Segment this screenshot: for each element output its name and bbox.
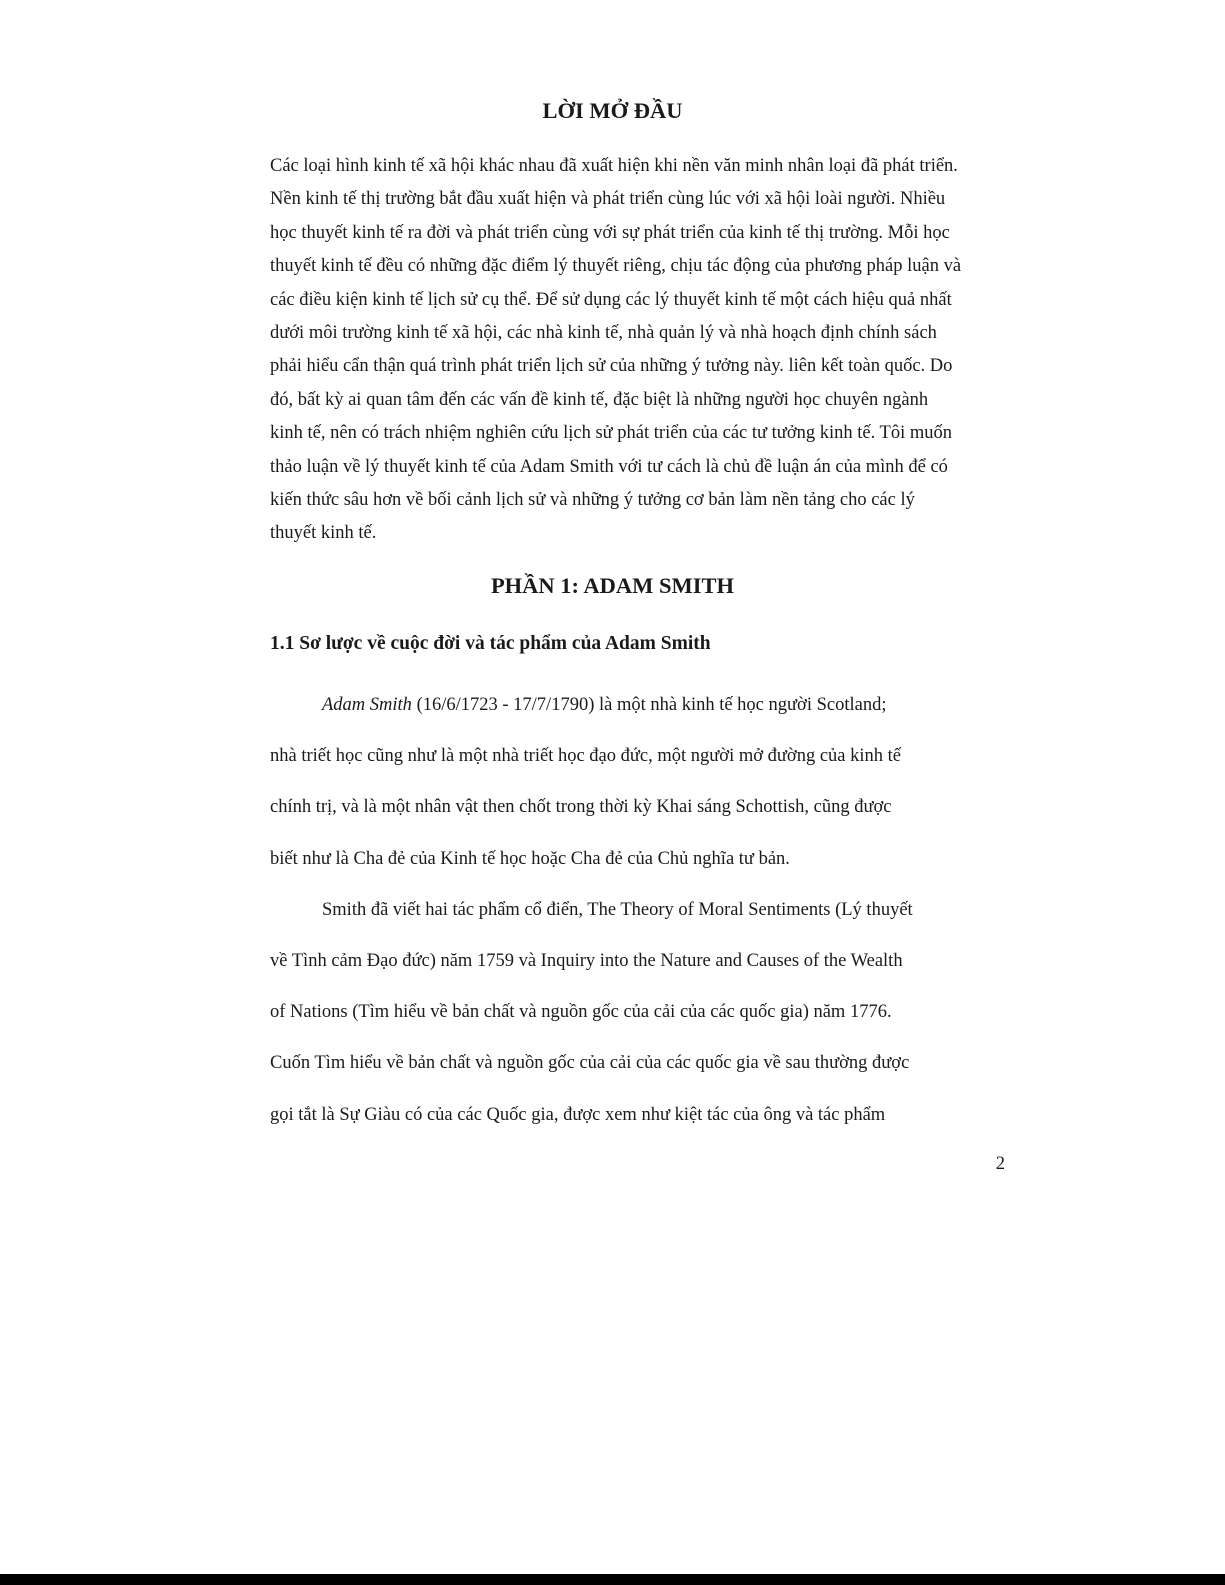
intro-line: các điều kiện kinh tế lịch sử cụ thể. Để sử dụng các lý thuyết kinh tế một cách hiệu quả nhất — [270, 289, 952, 310]
bottom-border — [0, 1574, 1225, 1585]
paragraph-first-line — [270, 680, 970, 731]
intro-paragraph — [270, 150, 1005, 551]
intro-line: thảo luận về lý thuyết kinh tế của Adam Smith với tư cách là chủ đề luận án của mình để có — [270, 456, 948, 477]
paragraph-line: gọi tắt là Sự Giàu có của các Quốc gia, được xem như kiệt tác của ông và tác phẩm — [270, 1104, 886, 1125]
intro-line: Nền kinh tế thị trường bắt đầu xuất hiện và phát triển cùng lúc với xã hội loài người. Nhiều — [270, 189, 946, 210]
intro-line: kinh tế, nên có trách nhiệm nghiên cứu lịch sử phát triển của các tư tưởng kinh tế. Tôi muốn — [270, 423, 952, 444]
name-emphasis: Adam Smith — [322, 695, 412, 715]
paragraph-line: nhà triết học cũng như là một nhà triết học đạo đức, một người mở đường của kinh tế — [270, 746, 901, 767]
paragraph-first-line-text: (16/6/1723 - 17/7/1790) là một nhà kinh tế học người Scotland; — [411, 695, 887, 715]
intro-line: thuyết kinh tế. — [270, 523, 377, 544]
intro-line: thuyết kinh tế đều có những đặc điểm lý thuyết riêng, chịu tác động của phương pháp luận và — [270, 256, 962, 277]
intro-line: kiến thức sâu hơn về bối cảnh lịch sử và những ý tưởng cơ bản làm nền tảng cho các lý — [270, 490, 915, 511]
intro-line: dưới môi trường kinh tế xã hội, các nhà kinh tế, nhà quản lý và nhà hoạch định chính sách — [270, 323, 937, 344]
biography-text — [270, 680, 970, 1141]
intro-line: học thuyết kinh tế ra đời và phát triển cùng với sự phát triển của kinh tế thị trường. Mỗi học — [270, 222, 950, 243]
paragraph-line: biết như là Cha đẻ của Kinh tế học hoặc Cha đẻ của Chủ nghĩa tư bản. — [270, 848, 790, 869]
intro-line: Các loại hình kinh tế xã hội khác nhau đã xuất hiện khi nền văn minh nhân loại đã phát triển. — [270, 156, 958, 176]
subsection-title: 1.1 Sơ lược về cuộc đời và tác phẩm của Adam Smith — [270, 633, 711, 654]
section-title: PHẦN 1: ADAM SMITH — [490, 573, 735, 598]
paragraph-line: Smith đã viết hai tác phẩm cổ điển, The Theory of Moral Sentiments (Lý thuyết — [322, 899, 913, 920]
paragraph-line: chính trị, và là một nhân vật then chốt trong thời kỳ Khai sáng Schottish, cũng được — [270, 797, 892, 818]
paragraph-line: of Nations (Tìm hiểu về bản chất và nguồn gốc của cải của các quốc gia) năm 1776. — [270, 1002, 892, 1023]
intro-line: phải hiểu cẩn thận quá trình phát triển lịch sử của những ý tưởng này. liên kết toàn quốc. Do — [270, 356, 953, 377]
paragraph-line: Cuốn Tìm hiểu về bản chất và nguồn gốc của cải của các quốc gia về sau thường được — [270, 1053, 910, 1074]
paragraph-line: về Tình cảm Đạo đức) năm 1759 và Inquiry into the Nature and Causes of the Wealth — [270, 951, 903, 972]
page-title: LỜI MỞ ĐẦU — [542, 98, 683, 123]
page-number: 2 — [995, 1154, 1005, 1174]
intro-line: đó, bất kỳ ai quan tâm đến các vấn đề kinh tế, đặc biệt là những người học chuyên ngành — [270, 389, 929, 410]
